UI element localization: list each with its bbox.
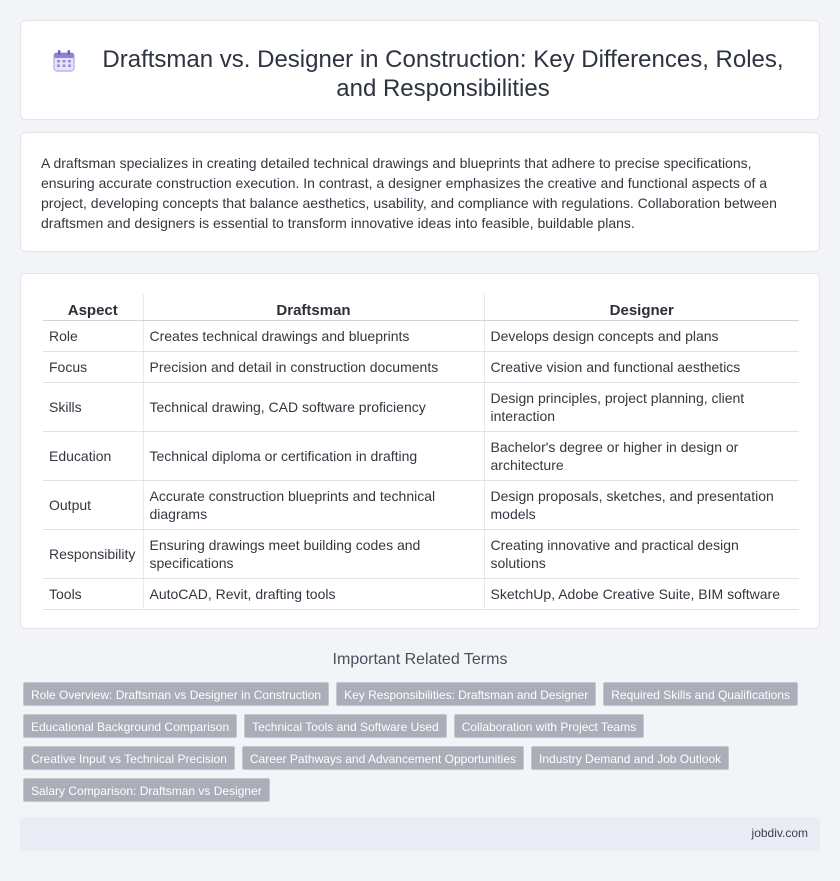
intro-card [20, 132, 820, 252]
cell-aspect: Role [43, 320, 143, 351]
cell-designer: SketchUp, Adobe Creative Suite, BIM software [484, 578, 799, 609]
related-terms-list [23, 682, 813, 802]
cell-draftsman: Technical diploma or certification in drafting [143, 431, 484, 480]
table-row [43, 529, 799, 578]
table-header-row [43, 294, 799, 320]
cell-draftsman: Creates technical drawings and blueprints [143, 320, 484, 351]
table-row [43, 382, 799, 431]
intro-paragraph: A draftsman specializes in creating detailed technical drawings and blueprints that adhere to precise specifications, ensuring accurate construction execution. In contrast, a designer emphasizes the creative and functional aspects of a project, developing concepts that balance aesthetics, usability, and compliance with regulations. Collaboration between draftsmen and designers is essential to transform innovative ideas into feasible, buildable plans. [41, 155, 777, 231]
title-card [20, 20, 820, 120]
header-designer: Designer [484, 294, 799, 320]
related-term-tag[interactable]: Salary Comparison: Draftsman vs Designer [23, 778, 270, 802]
cell-designer: Design proposals, sketches, and presentation models [484, 480, 799, 529]
cell-aspect: Focus [43, 351, 143, 382]
cell-draftsman: Ensuring drawings meet building codes and specifications [143, 529, 484, 578]
related-term-tag[interactable]: Technical Tools and Software Used [244, 714, 447, 738]
page-title: Draftsman vs. Designer in Construction: Key Differences, Roles, and Responsibilities [102, 46, 784, 102]
comparison-card [20, 273, 820, 629]
related-term-tag[interactable]: Creative Input vs Technical Precision [23, 746, 235, 770]
related-term-tag[interactable]: Industry Demand and Job Outlook [531, 746, 729, 770]
cell-designer: Design principles, project planning, client interaction [484, 382, 799, 431]
related-term-tag[interactable]: Required Skills and Qualifications [603, 682, 798, 706]
table-row [43, 480, 799, 529]
cell-aspect: Education [43, 431, 143, 480]
table-row [43, 351, 799, 382]
cell-draftsman: Precision and detail in construction documents [143, 351, 484, 382]
header-aspect: Aspect [43, 294, 143, 320]
cell-aspect: Tools [43, 578, 143, 609]
table-row [43, 578, 799, 609]
cell-draftsman: Accurate construction blueprints and technical diagrams [143, 480, 484, 529]
footer-site-link[interactable]: jobdiv.com [751, 826, 808, 840]
table-row [43, 431, 799, 480]
related-term-tag[interactable]: Role Overview: Draftsman vs Designer in Construction [23, 682, 329, 706]
calendar-icon [51, 48, 77, 74]
cell-aspect: Skills [43, 382, 143, 431]
cell-aspect: Responsibility [43, 529, 143, 578]
footer [20, 817, 820, 851]
cell-aspect: Output [43, 480, 143, 529]
cell-designer: Bachelor's degree or higher in design or architecture [484, 431, 799, 480]
cell-draftsman: Technical drawing, CAD software proficiency [143, 382, 484, 431]
related-term-tag[interactable]: Educational Background Comparison [23, 714, 237, 738]
header-draftsman: Draftsman [143, 294, 484, 320]
cell-designer: Creating innovative and practical design solutions [484, 529, 799, 578]
related-terms-heading: Important Related Terms [332, 651, 508, 668]
comparison-table [43, 294, 799, 610]
related-term-tag[interactable]: Collaboration with Project Teams [454, 714, 645, 738]
table-row [43, 320, 799, 351]
cell-draftsman: AutoCAD, Revit, drafting tools [143, 578, 484, 609]
cell-designer: Develops design concepts and plans [484, 320, 799, 351]
cell-designer: Creative vision and functional aesthetics [484, 351, 799, 382]
related-term-tag[interactable]: Key Responsibilities: Draftsman and Designer [336, 682, 596, 706]
related-term-tag[interactable]: Career Pathways and Advancement Opportunities [242, 746, 524, 770]
